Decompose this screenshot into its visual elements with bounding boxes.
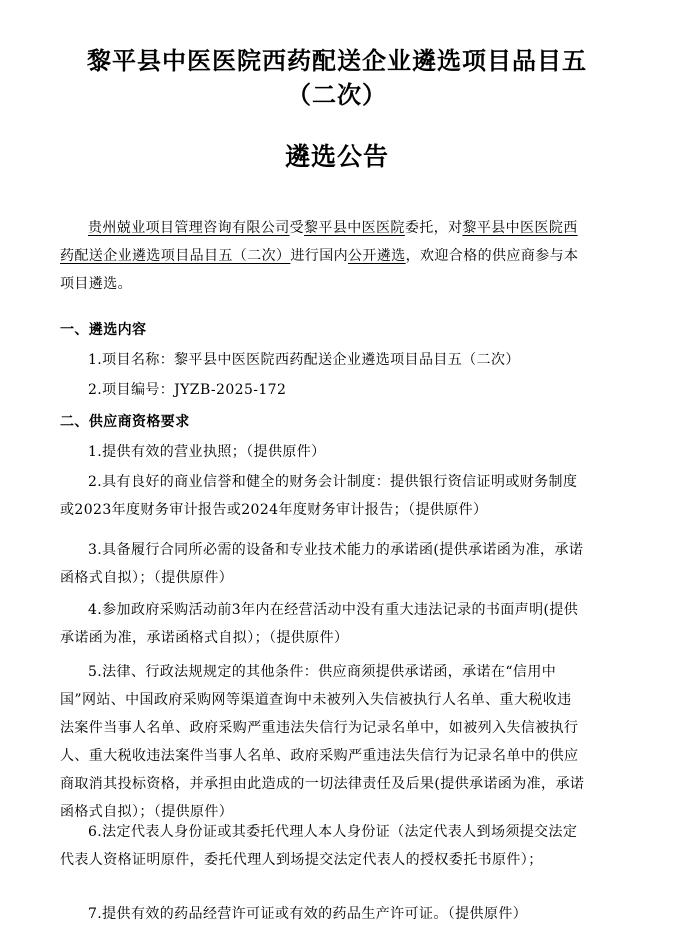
section2-item-3: 3.具备履行合同所必需的设备和专业技术能力的承诺函(提供承诺函为准，承诺函格式自拟）；（提供原件） bbox=[60, 542, 584, 586]
project-name: 黎平县中医医院西药配送企业遴选项目品目五（二次） bbox=[60, 220, 578, 264]
intro-text-3: 进行国内 bbox=[290, 248, 349, 264]
intro-text-2: 委托，对 bbox=[404, 220, 463, 236]
section2-item-6: 6.法定代表人身份证或其委托代理人本人身份证（法定代表人到场须提交法定代表人资格证明原件，委托代理人到场提交法定代表人的授权委托书原件）； bbox=[60, 824, 578, 868]
section2-item-1: 1.提供有效的营业执照；（提供原件） bbox=[88, 444, 326, 460]
section2-item-7: 7.提供有效的药品经营许可证或有效的药品生产许可证。（提供原件） bbox=[88, 906, 528, 922]
procurement-method: 公开遴选 bbox=[348, 248, 406, 264]
section2-item-4: 4.参加政府采购活动前3年内在经营活动中没有重大违法记录的书面声明(提供承诺函为准，承诺函格式自拟）；（提供原件） bbox=[60, 602, 579, 646]
section2-heading: 二、供应商资格要求 bbox=[60, 414, 190, 430]
section1-item-2: 2.项目编号：JYZB-2025-172 bbox=[88, 382, 287, 398]
section2-item-2: 2.具有良好的商业信誉和健全的财务会计制度：提供银行资信证明或财务制度或2023年度财务审计报告或2024年度财务审计报告；（提供原件） bbox=[60, 474, 578, 518]
intro-paragraph bbox=[60, 214, 585, 298]
intro-text-4: ，欢迎合格的供应商参与本项目遴选。 bbox=[60, 248, 579, 292]
section2-item-5: 5.法律、行政法规规定的其他条件：供应商须提供承诺函，承诺在“信用中国”网站、中国政府采购网等渠道查询中未被列入失信被执行人名单、重大税收违法案件当事人名单、政府采购严重违法失信行为记录名单中，如被列入失信被执行人、重大税收违法案件当事人名单、政府采购严重违法失信行为记录名单中的供应商取消其投标资格，并承担由此造成的一切法律责任及后果(提供承诺函为准，承诺函格式自拟）；（提供原件） bbox=[60, 664, 585, 820]
section1-heading: 一、遴选内容 bbox=[60, 322, 147, 338]
agency-name: 贵州兢业项目管理咨询有限公司 bbox=[88, 220, 290, 236]
document-title-line2: （二次） bbox=[287, 80, 387, 109]
intro-text-1: 受 bbox=[289, 220, 305, 236]
document-subtitle: 遴选公告 bbox=[284, 142, 389, 171]
client-name: 黎平县中医医院 bbox=[304, 220, 405, 236]
document-title-line1: 黎平县中医医院西药配送企业遴选项目品目五 bbox=[87, 46, 587, 75]
section1-item-1: 1.项目名称：黎平县中医医院西药配送企业遴选项目品目五（二次） bbox=[88, 352, 520, 368]
